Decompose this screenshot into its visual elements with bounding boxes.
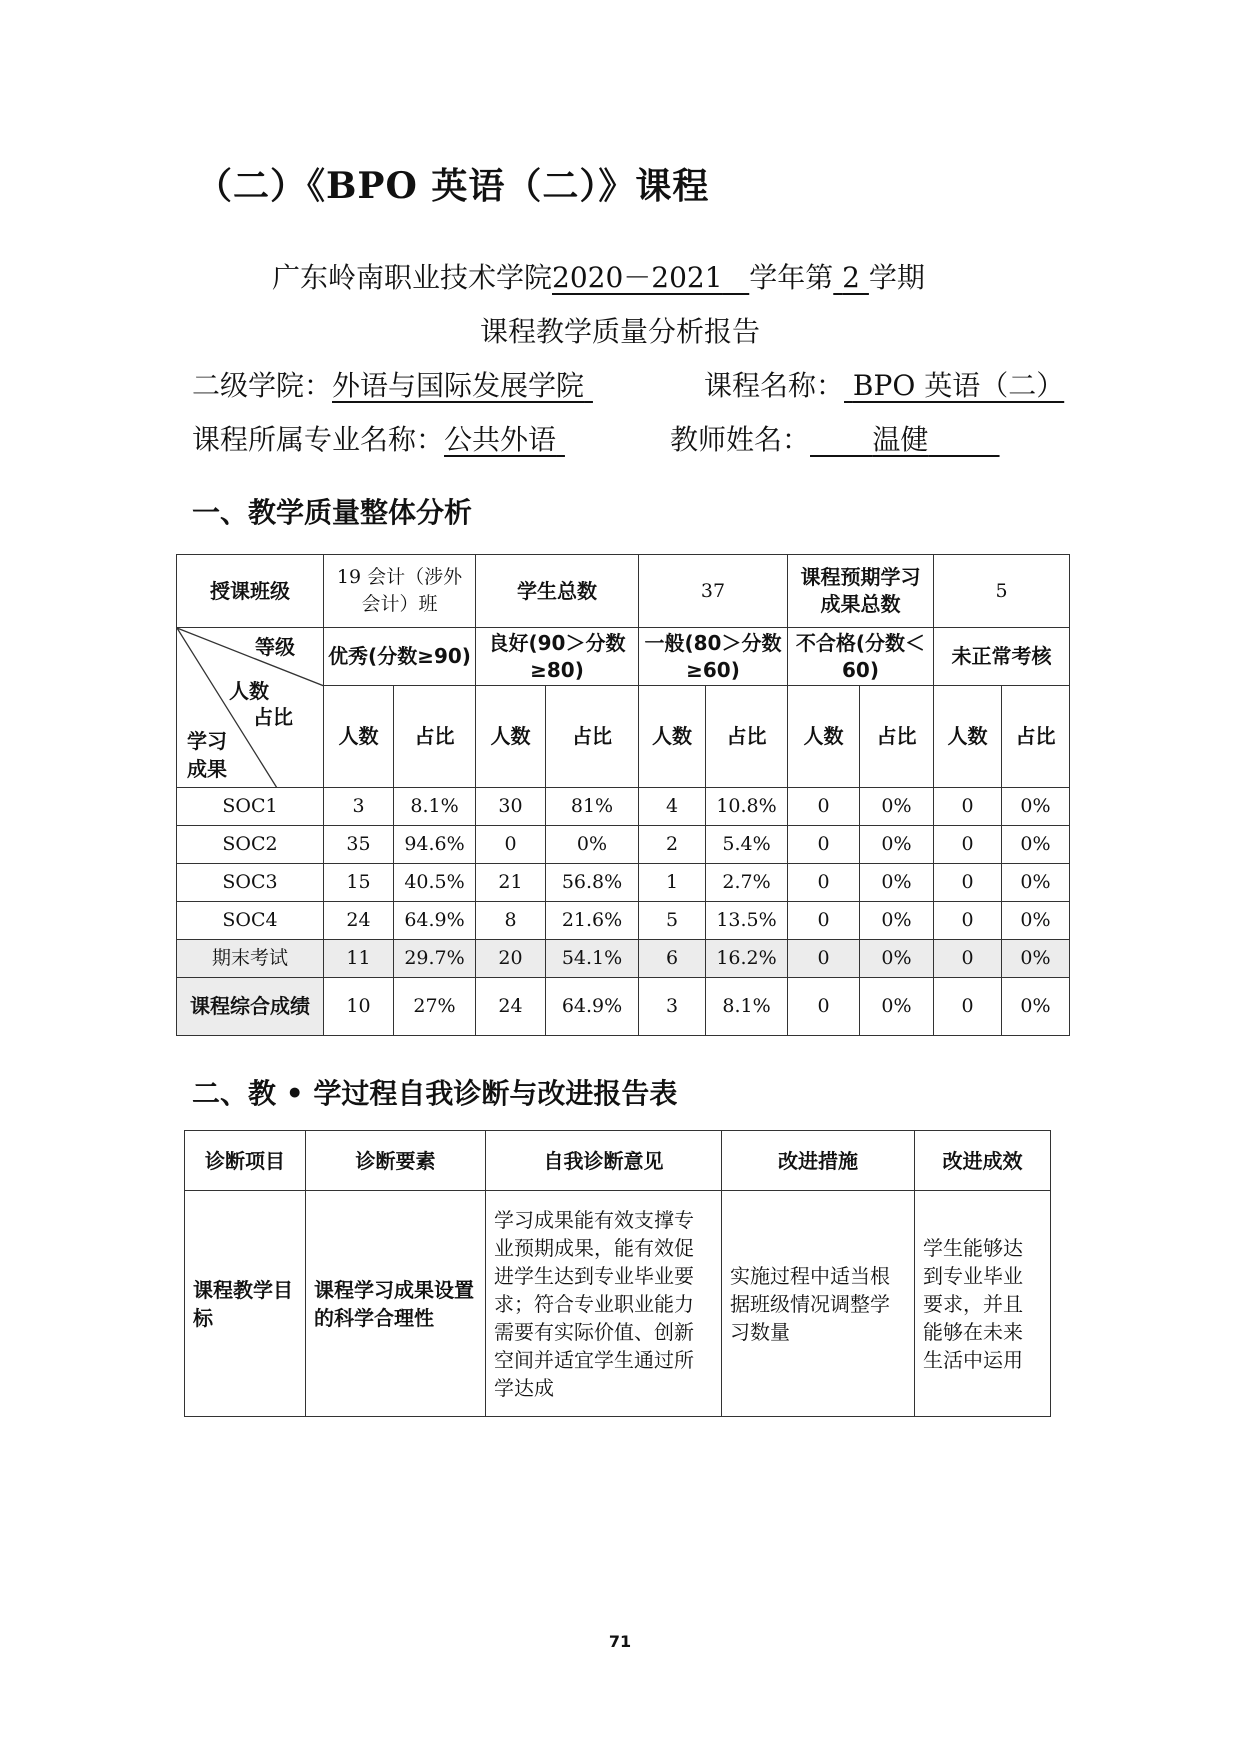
- count-cell: 10: [324, 978, 394, 1036]
- ratio-cell: 0%: [1002, 788, 1070, 826]
- count-cell: 1: [639, 864, 706, 902]
- row-name: 课程综合成绩: [177, 978, 324, 1036]
- ratio-cell: 8.1%: [706, 978, 788, 1036]
- course-value: BPO 英语（二）: [852, 369, 1065, 402]
- diag-header-item: 诊断项目: [185, 1131, 306, 1191]
- school-name: 广东岭南职业技术学院: [272, 261, 553, 294]
- report-title: 课程教学质量分析报告: [479, 315, 760, 348]
- ratio-cell: 29.7%: [394, 940, 476, 978]
- count-cell: 0: [934, 826, 1002, 864]
- count-cell: 15: [324, 864, 394, 902]
- sub-ratio: 占比: [546, 686, 639, 788]
- grade-good: 良好(90＞分数≥80): [476, 628, 639, 686]
- class-value: 19 会计（涉外会计）班: [324, 555, 476, 628]
- count-cell: 0: [788, 978, 860, 1036]
- ratio-cell: 0%: [1002, 940, 1070, 978]
- ratio-cell: 5.4%: [706, 826, 788, 864]
- grade-fail: 不合格(分数＜60): [788, 628, 934, 686]
- academic-year: 2020－2021: [552, 261, 723, 294]
- count-cell: 20: [476, 940, 546, 978]
- semester-mid-text: 学年第: [749, 261, 834, 294]
- sub-count: 人数: [639, 686, 706, 788]
- count-cell: 11: [324, 940, 394, 978]
- count-cell: 24: [476, 978, 546, 1036]
- diag-item: 课程教学目标: [185, 1191, 306, 1417]
- ratio-cell: 40.5%: [394, 864, 476, 902]
- teacher-value: 温健: [872, 423, 929, 456]
- ratio-cell: 56.8%: [546, 864, 639, 902]
- count-cell: 0: [788, 826, 860, 864]
- sub-ratio: 占比: [706, 686, 788, 788]
- diag-header-measure: 改进措施: [722, 1131, 915, 1191]
- ratio-cell: 21.6%: [546, 902, 639, 940]
- page-number: 71: [608, 1632, 632, 1651]
- count-cell: 0: [934, 864, 1002, 902]
- course-line: [704, 364, 1064, 404]
- ratio-cell: 0%: [860, 826, 934, 864]
- section-2-heading: 二、教 • 学过程自我诊断与改进报告表: [192, 1077, 678, 1110]
- students-value: 37: [639, 555, 788, 628]
- table-row: [177, 826, 1070, 864]
- ratio-cell: 0%: [546, 826, 639, 864]
- ratio-cell: 64.9%: [394, 902, 476, 940]
- sub-count: 人数: [324, 686, 394, 788]
- table-row: [177, 864, 1070, 902]
- quality-analysis-table: [176, 554, 1070, 1036]
- ratio-cell: 0%: [1002, 978, 1070, 1036]
- diagonal-header-cell: [177, 628, 324, 788]
- ratio-cell: 94.6%: [394, 826, 476, 864]
- diag-count-label: 人数: [229, 679, 269, 703]
- major-value: 公共外语: [444, 423, 557, 456]
- diag-header-opinion: 自我诊断意见: [486, 1131, 722, 1191]
- class-label: 授课班级: [177, 555, 324, 628]
- sub-count: 人数: [476, 686, 546, 788]
- sub-ratio: 占比: [1002, 686, 1070, 788]
- row-name: SOC3: [177, 864, 324, 902]
- grade-absent: 未正常考核: [934, 628, 1070, 686]
- count-cell: 0: [934, 940, 1002, 978]
- diag-header-element: 诊断要素: [306, 1131, 486, 1191]
- college-line: [192, 364, 593, 404]
- diag-opinion: 学习成果能有效支撑专业预期成果，能有效促进学生达到专业毕业要求；符合专业职业能力需要有实际价值、创新空间并适宜学生通过所学达成: [486, 1191, 722, 1417]
- sub-count: 人数: [934, 686, 1002, 788]
- semester-number: 2: [842, 261, 860, 294]
- ratio-cell: 0%: [860, 788, 934, 826]
- ratio-cell: 0%: [860, 902, 934, 940]
- ratio-cell: 0%: [1002, 864, 1070, 902]
- diag-header-effect: 改进成效: [915, 1131, 1051, 1191]
- count-cell: 8: [476, 902, 546, 940]
- count-cell: 0: [934, 902, 1002, 940]
- diag-grade-label: 等级: [255, 635, 295, 659]
- table-row: [177, 788, 1070, 826]
- ratio-cell: 81%: [546, 788, 639, 826]
- row-name: SOC2: [177, 826, 324, 864]
- sub-ratio: 占比: [394, 686, 476, 788]
- count-cell: 0: [476, 826, 546, 864]
- ratio-cell: 64.9%: [546, 978, 639, 1036]
- count-cell: 6: [639, 940, 706, 978]
- count-cell: 0: [788, 864, 860, 902]
- ratio-cell: 10.8%: [706, 788, 788, 826]
- table-row: [177, 902, 1070, 940]
- students-label: 学生总数: [476, 555, 639, 628]
- ratio-cell: 13.5%: [706, 902, 788, 940]
- section-1-heading: 一、教学质量整体分析: [192, 496, 473, 529]
- major-label: 课程所属专业名称：: [192, 423, 445, 456]
- table-row: [177, 940, 1070, 978]
- row-name: SOC4: [177, 902, 324, 940]
- sub-count: 人数: [788, 686, 860, 788]
- grade-excellent: 优秀(分数≥90): [324, 628, 476, 686]
- ratio-cell: 0%: [1002, 902, 1070, 940]
- ratio-cell: 27%: [394, 978, 476, 1036]
- count-cell: 5: [639, 902, 706, 940]
- grade-average: 一般(80＞分数≥60): [639, 628, 788, 686]
- count-cell: 35: [324, 826, 394, 864]
- ratio-cell: 0%: [1002, 826, 1070, 864]
- count-cell: 0: [788, 902, 860, 940]
- ratio-cell: 0%: [860, 978, 934, 1036]
- teacher-label: 教师姓名：: [670, 423, 811, 456]
- teacher-line: [670, 418, 1000, 458]
- count-cell: 0: [788, 940, 860, 978]
- count-cell: 3: [324, 788, 394, 826]
- document-title: （二）《BPO 英语（二）》课程: [196, 165, 710, 207]
- ratio-cell: 54.1%: [546, 940, 639, 978]
- count-cell: 3: [639, 978, 706, 1036]
- college-value: 外语与国际发展学院: [332, 369, 585, 402]
- college-label: 二级学院：: [192, 369, 333, 402]
- diagnosis-table: [184, 1130, 1051, 1417]
- diag-effect: 学生能够达到专业毕业要求，并且能够在未来生活中运用: [915, 1191, 1051, 1417]
- count-cell: 4: [639, 788, 706, 826]
- count-cell: 0: [934, 978, 1002, 1036]
- count-cell: 30: [476, 788, 546, 826]
- diag-ratio-label: 占比: [253, 705, 293, 729]
- sub-ratio: 占比: [860, 686, 934, 788]
- count-cell: 24: [324, 902, 394, 940]
- diag-outcome-label-1: 学习: [187, 729, 227, 753]
- diag-outcome-label-2: 成果: [187, 757, 227, 781]
- count-cell: 21: [476, 864, 546, 902]
- ratio-cell: 0%: [860, 864, 934, 902]
- ratio-cell: 0%: [860, 940, 934, 978]
- diag-element: 课程学习成果设置的科学合理性: [306, 1191, 486, 1417]
- ratio-cell: 2.7%: [706, 864, 788, 902]
- count-cell: 0: [934, 788, 1002, 826]
- row-name: SOC1: [177, 788, 324, 826]
- diag-measure: 实施过程中适当根据班级情况调整学习数量: [722, 1191, 915, 1417]
- count-cell: 2: [639, 826, 706, 864]
- ratio-cell: 8.1%: [394, 788, 476, 826]
- outcomes-value: 5: [934, 555, 1070, 628]
- course-label: 课程名称：: [704, 369, 845, 402]
- major-line: [192, 418, 565, 458]
- semester-end-text: 学期: [868, 261, 925, 294]
- row-name: 期末考试: [177, 940, 324, 978]
- count-cell: 0: [788, 788, 860, 826]
- ratio-cell: 16.2%: [706, 940, 788, 978]
- school-year-line: [272, 256, 925, 296]
- table-row: [177, 978, 1070, 1036]
- outcomes-label: 课程预期学习成果总数: [788, 555, 934, 628]
